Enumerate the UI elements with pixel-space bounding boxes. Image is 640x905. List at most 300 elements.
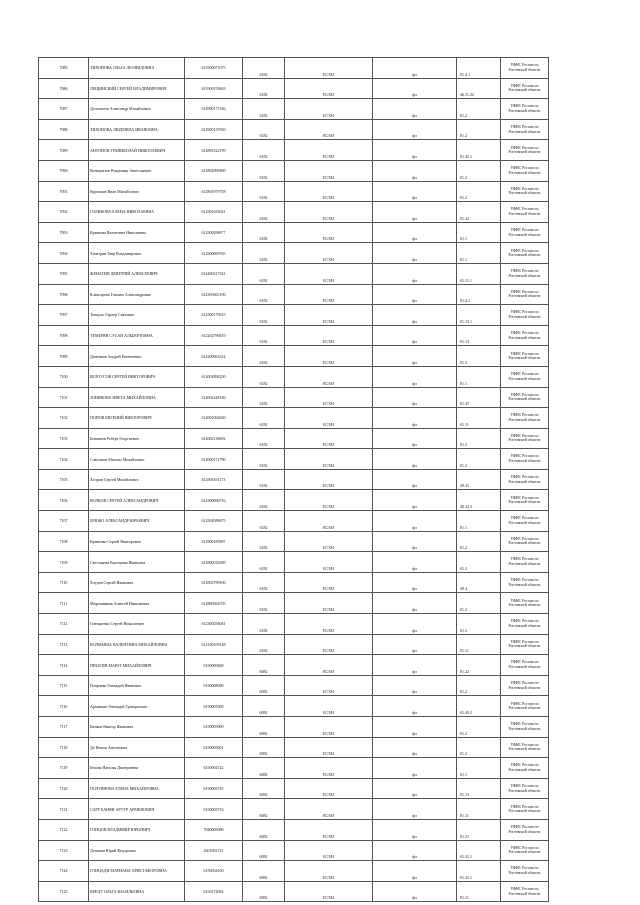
registry-table <box>38 57 549 902</box>
tax-office-code: 6182 <box>243 263 285 284</box>
table-row <box>39 778 549 799</box>
taxpayer-inn: 612400317331 <box>185 263 243 284</box>
row-number: 7094 <box>39 243 89 264</box>
taxpayer-type: фл <box>373 861 457 882</box>
row-number: 7093 <box>39 222 89 243</box>
tax-regime: ЕСХН <box>285 778 373 799</box>
taxpayer-name: Мирошников Алексей Николаевич <box>89 593 185 614</box>
taxpayer-inn: 6150003745 <box>185 778 243 799</box>
tax-authority: УФНС России по Ростовской области <box>501 717 549 738</box>
taxpayer-name: АНТОНОВ ГРАНИКОЛАЙ НИКОЛАЕВИЧ <box>89 140 185 161</box>
row-number: 7106 <box>39 490 89 511</box>
taxpayer-name: ТЕМЕРЯН СУСАН АЛЬБЕРТОВНА <box>89 325 185 346</box>
tax-authority: УФНС России по Ростовской области <box>501 840 549 861</box>
activity-code: 01.41.1 <box>457 861 501 882</box>
taxpayer-name: ЗОНИКОВА ИВЕТА МИХАЙЛОВНА <box>89 387 185 408</box>
taxpayer-name: Клаксарова Татьяна Александровна <box>89 284 185 305</box>
tax-regime: ЕСХН <box>285 531 373 552</box>
tax-office-code: 6182 <box>243 387 285 408</box>
tax-authority: УФНС России по Ростовской области <box>501 552 549 573</box>
taxpayer-inn: 612300179615 <box>185 305 243 326</box>
taxpayer-name: Гончаренко Сергей Николаевич <box>89 614 185 635</box>
taxpayer-inn: 612891522199 <box>185 140 243 161</box>
row-number: 7108 <box>39 531 89 552</box>
row-number: 7096 <box>39 284 89 305</box>
taxpayer-type: фл <box>373 284 457 305</box>
taxpayer-inn: 612100109148 <box>185 634 243 655</box>
taxpayer-type: фл <box>373 469 457 490</box>
tax-authority: УФНС России по Ростовской области <box>501 469 549 490</box>
tax-office-code: 6182 <box>243 346 285 367</box>
tax-office-code: 6182 <box>243 181 285 202</box>
tax-office-code: 6082 <box>243 819 285 840</box>
tax-authority: УФНС России по Ростовской области <box>501 490 549 511</box>
taxpayer-type: фл <box>373 799 457 820</box>
table-row <box>39 58 549 79</box>
taxpayer-name: Топцоло Гарлер Святович <box>89 305 185 326</box>
tax-authority: УФНС России по Ростовской области <box>501 58 549 79</box>
tax-regime: ЕСХН <box>285 119 373 140</box>
taxpayer-inn: 6150004722 <box>185 758 243 779</box>
tax-authority: УФНС России по Ростовской области <box>501 696 549 717</box>
taxpayer-name: Холрин Сергей Михайлович <box>89 469 185 490</box>
activity-code: 01.3 <box>457 346 501 367</box>
row-number: 7112 <box>39 614 89 635</box>
taxpayer-name: Деменков Андрей Евгеньевич <box>89 346 185 367</box>
taxpayer-name: Слюсанов Михаил Михайлович <box>89 449 185 470</box>
taxpayer-inn: 613500671075 <box>185 58 243 79</box>
taxpayer-name: Бекмачев Роберт Георгиевич <box>89 428 185 449</box>
table-row <box>39 284 549 305</box>
table-row <box>39 634 549 655</box>
tax-regime: ЕСХН <box>285 490 373 511</box>
taxpayer-type: фл <box>373 552 457 573</box>
table-row <box>39 181 549 202</box>
activity-code: 01.4.1 <box>457 284 501 305</box>
row-number: 7118 <box>39 737 89 758</box>
taxpayer-type: фл <box>373 366 457 387</box>
table-row <box>39 593 549 614</box>
table-row <box>39 614 549 635</box>
tax-regime: ЕСХН <box>285 511 373 532</box>
tax-office-code: 6182 <box>243 634 285 655</box>
taxpayer-inn: 612900137650 <box>185 119 243 140</box>
row-number: 7101 <box>39 387 89 408</box>
activity-code: 01.2 <box>457 119 501 140</box>
tax-office-code: 6082 <box>243 696 285 717</box>
row-number: 7092 <box>39 202 89 223</box>
tax-office-code: 6182 <box>243 408 285 429</box>
tax-authority: УФНС России по Ростовской области <box>501 305 549 326</box>
taxpayer-name: Хачатрян Тавр Владимирович <box>89 243 185 264</box>
table-row <box>39 99 549 120</box>
taxpayer-inn: 612002248140 <box>185 387 243 408</box>
tax-regime: ЕСХН <box>285 593 373 614</box>
taxpayer-type: фл <box>373 99 457 120</box>
taxpayer-type: фл <box>373 449 457 470</box>
activity-code: 01.2 <box>457 531 501 552</box>
taxpayer-type: фл <box>373 572 457 593</box>
tax-regime: ЕСХН <box>285 428 373 449</box>
tax-authority: УФНС России по Ростовской области <box>501 78 549 99</box>
tax-regime: ЕСХН <box>285 284 373 305</box>
taxpayer-type: фл <box>373 614 457 635</box>
row-number: 7085 <box>39 58 89 79</box>
document-sheet <box>38 57 548 902</box>
tax-authority: УФНС России по Ростовской области <box>501 819 549 840</box>
tax-regime: ЕСХН <box>285 614 373 635</box>
tax-office-code: 6082 <box>243 840 285 861</box>
tax-regime: ЕСХН <box>285 222 373 243</box>
activity-code: 01.2 <box>457 614 501 635</box>
tax-regime: ЕСХН <box>285 99 373 120</box>
taxpayer-inn: 612500099765 <box>185 243 243 264</box>
taxpayer-name: Долгошеев Александр Михайлович <box>89 99 185 120</box>
taxpayer-inn: 612002894250 <box>185 366 243 387</box>
tax-regime: ЕСХН <box>285 263 373 284</box>
tax-office-code: 6182 <box>243 202 285 223</box>
taxpayer-inn: 6150005001 <box>185 737 243 758</box>
tax-regime: ЕСХН <box>285 552 373 573</box>
activity-code: 01.13.1 <box>457 305 501 326</box>
activity-code: 01.1 <box>457 758 501 779</box>
row-number: 7089 <box>39 140 89 161</box>
tax-regime: ЕСХН <box>285 881 373 902</box>
tax-office-code: 6182 <box>243 305 285 326</box>
activity-code: 01.21 <box>457 819 501 840</box>
tax-regime: ЕСХН <box>285 861 373 882</box>
tax-regime: ЕСХН <box>285 160 373 181</box>
row-number: 7109 <box>39 552 89 573</box>
taxpayer-type: фл <box>373 593 457 614</box>
tax-office-code: 6182 <box>243 531 285 552</box>
taxpayer-inn: 612305665196 <box>185 284 243 305</box>
taxpayer-type: фл <box>373 78 457 99</box>
tax-office-code: 6182 <box>243 511 285 532</box>
taxpayer-type: фл <box>373 408 457 429</box>
taxpayer-name: Кривенко Сергей Викторович <box>89 531 185 552</box>
taxpayer-inn: 612300096716 <box>185 490 243 511</box>
tax-regime: ЕСХН <box>285 366 373 387</box>
activity-code: 01.2 <box>457 552 501 573</box>
activity-code: 01.1 <box>457 243 501 264</box>
row-number: 7119 <box>39 758 89 779</box>
tax-authority: УФНС России по Ростовской области <box>501 263 549 284</box>
taxpayer-type: фл <box>373 305 457 326</box>
tax-authority: УФНС России по Ростовской области <box>501 181 549 202</box>
taxpayer-name: Хлудов Сергей Иванович <box>89 572 185 593</box>
tax-office-code: 6182 <box>243 119 285 140</box>
taxpayer-name: Бекова Наталья Дмитриевна <box>89 758 185 779</box>
taxpayer-name: БРЮКО АЛЕКСАНДР ЮРЬЕВИЧ <box>89 511 185 532</box>
table-row <box>39 325 549 346</box>
taxpayer-inn: 612200963314 <box>185 346 243 367</box>
tax-office-code: 6182 <box>243 552 285 573</box>
tax-authority: УФНС России по Ростовской области <box>501 737 549 758</box>
tax-regime: ЕСХН <box>285 717 373 738</box>
tax-office-code: 6182 <box>243 428 285 449</box>
tax-regime: ЕСХН <box>285 58 373 79</box>
taxpayer-inn: 612000172790 <box>185 449 243 470</box>
tax-regime: ЕСХН <box>285 819 373 840</box>
tax-office-code: 6082 <box>243 861 285 882</box>
table-row <box>39 346 549 367</box>
activity-code: 01.4.1 <box>457 58 501 79</box>
tax-regime: ЕСХН <box>285 655 373 676</box>
taxpayer-type: фл <box>373 717 457 738</box>
registry-rows <box>39 58 549 902</box>
table-row <box>39 696 549 717</box>
taxpayer-type: фл <box>373 243 457 264</box>
tax-authority: УФНС России по Ростовской области <box>501 160 549 181</box>
tax-regime: ЕСХН <box>285 449 373 470</box>
row-number: 7123 <box>39 840 89 861</box>
taxpayer-name: Венедиктов Владимир Анатольевич <box>89 160 185 181</box>
table-row <box>39 490 549 511</box>
tax-authority: УФНС России по Ростовской области <box>501 572 549 593</box>
table-row <box>39 572 549 593</box>
tax-office-code: 6082 <box>243 655 285 676</box>
table-row <box>39 119 549 140</box>
tax-office-code: 6082 <box>243 881 285 902</box>
taxpayer-inn: 612801979758 <box>185 181 243 202</box>
table-row <box>39 552 549 573</box>
table-row <box>39 758 549 779</box>
tax-office-code: 6082 <box>243 778 285 799</box>
taxpayer-type: фл <box>373 511 457 532</box>
taxpayer-type: фл <box>373 387 457 408</box>
table-row <box>39 675 549 696</box>
tax-office-code: 6082 <box>243 675 285 696</box>
row-number: 7122 <box>39 819 89 840</box>
table-row <box>39 263 549 284</box>
taxpayer-inn: 612001631173 <box>185 469 243 490</box>
row-number: 7124 <box>39 861 89 882</box>
tax-authority: УФНС России по Ростовской области <box>501 387 549 408</box>
taxpayer-type: фл <box>373 181 457 202</box>
taxpayer-name: ТИХОНОВА ЛЮДМИЛА ИВАНОВНА <box>89 119 185 140</box>
taxpayer-inn: 612900171346 <box>185 99 243 120</box>
tax-regime: ЕСХН <box>285 140 373 161</box>
taxpayer-type: фл <box>373 758 457 779</box>
activity-code: 01.11.1 <box>457 263 501 284</box>
tax-authority: УФНС России по Ростовской области <box>501 634 549 655</box>
tax-regime: ЕСХН <box>285 78 373 99</box>
tax-office-code: 6182 <box>243 160 285 181</box>
row-number: 7087 <box>39 99 89 120</box>
tax-regime: ЕСХН <box>285 758 373 779</box>
tax-authority: УФНС России по Ростовской области <box>501 140 549 161</box>
activity-code: 01.1 <box>457 511 501 532</box>
row-number: 7113 <box>39 634 89 655</box>
row-number: 7098 <box>39 325 89 346</box>
table-row <box>39 511 549 532</box>
tax-regime: ЕСХН <box>285 243 373 264</box>
tax-office-code: 6182 <box>243 449 285 470</box>
tax-office-code: 6182 <box>243 572 285 593</box>
taxpayer-type: фл <box>373 263 457 284</box>
activity-code: 01.11 <box>457 881 501 902</box>
tax-authority: УФНС России по Ростовской области <box>501 325 549 346</box>
taxpayer-name: ПОЛУЯНОВА ЕЛЕНА МИХАЙЛОВНА <box>89 778 185 799</box>
tax-authority: УФНС России по Ростовской области <box>501 655 549 676</box>
taxpayer-name: Поправко Геннадий Иванович <box>89 675 185 696</box>
row-number: 7110 <box>39 572 89 593</box>
tax-authority: УФНС России по Ростовской области <box>501 284 549 305</box>
taxpayer-inn: 6150003716 <box>185 799 243 820</box>
taxpayer-type: фл <box>373 58 457 79</box>
activity-code: 01.2 <box>457 593 501 614</box>
taxpayer-name: ЛЕЩИНСКИЙ СЕРГЕЙ ВЛАДИМИРОВИЧ <box>89 78 185 99</box>
tax-office-code: 6182 <box>243 325 285 346</box>
row-number: 7104 <box>39 449 89 470</box>
taxpayer-name: Курочкин Иван Михайлович <box>89 181 185 202</box>
activity-code: 01.42 <box>457 202 501 223</box>
activity-code: 01.41.1 <box>457 840 501 861</box>
activity-code: 01.47 <box>457 387 501 408</box>
tax-office-code: 6182 <box>243 243 285 264</box>
row-number: 7099 <box>39 346 89 367</box>
taxpayer-inn: 612300256041 <box>185 614 243 635</box>
activity-code: 01.11 <box>457 634 501 655</box>
row-number: 7107 <box>39 511 89 532</box>
tax-authority: УФНС России по Ростовской области <box>501 511 549 532</box>
activity-code: 01.1 <box>457 366 501 387</box>
tax-authority: УФНС России по Ростовской области <box>501 119 549 140</box>
taxpayer-type: фл <box>373 160 457 181</box>
row-number: 7120 <box>39 778 89 799</box>
taxpayer-inn: 612202796819 <box>185 325 243 346</box>
row-number: 7116 <box>39 696 89 717</box>
taxpayer-name: Светлакова Екатерина Ивановна <box>89 552 185 573</box>
table-row <box>39 655 549 676</box>
taxpayer-inn: 613500159463 <box>185 78 243 99</box>
row-number: 7097 <box>39 305 89 326</box>
tax-regime: ЕСХН <box>285 305 373 326</box>
tax-authority: УФНС России по Ростовской области <box>501 881 549 902</box>
row-number: 7090 <box>39 160 89 181</box>
row-number: 7088 <box>39 119 89 140</box>
tax-office-code: 6182 <box>243 222 285 243</box>
table-row <box>39 799 549 820</box>
activity-code: 46.32.3 <box>457 490 501 511</box>
taxpayer-type: фл <box>373 881 457 902</box>
row-number: 7095 <box>39 263 89 284</box>
tax-office-code: 6182 <box>243 99 285 120</box>
taxpayer-inn: 612504589675 <box>185 511 243 532</box>
activity-code: 01.45.1 <box>457 140 501 161</box>
tax-authority: УФНС России по Ростовской области <box>501 758 549 779</box>
taxpayer-inn: 612802095800 <box>185 160 243 181</box>
taxpayer-type: фл <box>373 840 457 861</box>
taxpayer-type: фл <box>373 696 457 717</box>
tax-regime: ЕСХН <box>285 346 373 367</box>
tax-office-code: 6182 <box>243 366 285 387</box>
row-number: 7091 <box>39 181 89 202</box>
taxpayer-inn: 2601902721 <box>185 840 243 861</box>
row-number: 7117 <box>39 717 89 738</box>
tax-authority: УФНС России по Ростовской области <box>501 202 549 223</box>
taxpayer-name: Лунькин Юрий Федорович <box>89 840 185 861</box>
taxpayer-name: ВОЛКОВ СЕРГЕЙ АЛЕКСАНДРОВИЧ <box>89 490 185 511</box>
tax-regime: ЕСХН <box>285 634 373 655</box>
taxpayer-name: ПОПОВ ЕВГЕНИЙ ВИКТОРОВИЧ <box>89 408 185 429</box>
tax-office-code: 6182 <box>243 140 285 161</box>
taxpayer-inn: 6150009460 <box>185 655 243 676</box>
tax-regime: ЕСХН <box>285 840 373 861</box>
activity-code: 01.2 <box>457 675 501 696</box>
activity-code: 01.13 <box>457 778 501 799</box>
taxpayer-type: фл <box>373 202 457 223</box>
tax-office-code: 6182 <box>243 490 285 511</box>
row-number: 7111 <box>39 593 89 614</box>
table-row <box>39 222 549 243</box>
taxpayer-type: фл <box>373 778 457 799</box>
taxpayer-inn: 6150034100 <box>185 861 243 882</box>
tax-office-code: 6182 <box>243 284 285 305</box>
tax-office-code: 6182 <box>243 469 285 490</box>
row-number: 7114 <box>39 655 89 676</box>
taxpayer-type: фл <box>373 819 457 840</box>
table-row <box>39 737 549 758</box>
table-row <box>39 387 549 408</box>
row-number: 7100 <box>39 366 89 387</box>
taxpayer-inn: 6150008690 <box>185 675 243 696</box>
tax-authority: УФНС России по Ростовской области <box>501 408 549 429</box>
tax-regime: ЕСХН <box>285 469 373 490</box>
activity-code: 01.2 <box>457 717 501 738</box>
tax-office-code: 6082 <box>243 799 285 820</box>
taxpayer-type: фл <box>373 634 457 655</box>
tax-authority: УФНС России по Ростовской области <box>501 531 549 552</box>
taxpayer-inn: 7040005080 <box>185 819 243 840</box>
row-number: 7102 <box>39 408 89 429</box>
taxpayer-name: ГОЛИКОВА ЕЛЕНА НИКОЛАЕВНА <box>89 202 185 223</box>
activity-code: 01.13 <box>457 325 501 346</box>
row-number: 7115 <box>39 675 89 696</box>
taxpayer-inn: 612001064630 <box>185 408 243 429</box>
taxpayer-name: ГОНЦОВ ВЛАДИМИР ЮРЬЕВИЧ <box>89 819 185 840</box>
taxpayer-name: ГОНЦАДИ МАРИАНА ХРИСТАФОРОВНА <box>89 861 185 882</box>
tax-authority: УФНС России по Ростовской области <box>501 593 549 614</box>
row-number: 7103 <box>39 428 89 449</box>
table-row <box>39 449 549 470</box>
table-row <box>39 160 549 181</box>
taxpayer-inn: 612900183907 <box>185 531 243 552</box>
table-row <box>39 428 549 449</box>
taxpayer-name: Де Невеш Антонович <box>89 737 185 758</box>
taxpayer-inn: 612900534389 <box>185 552 243 573</box>
activity-code: 01.49.2 <box>457 696 501 717</box>
tax-authority: УФНС России по Ростовской области <box>501 222 549 243</box>
table-row <box>39 408 549 429</box>
tax-office-code: 6082 <box>243 737 285 758</box>
table-row <box>39 861 549 882</box>
table-row <box>39 840 549 861</box>
tax-office-code: 6082 <box>243 717 285 738</box>
taxpayer-inn: 612002136692 <box>185 428 243 449</box>
taxpayer-type: фл <box>373 140 457 161</box>
table-row <box>39 469 549 490</box>
tax-regime: ЕСХН <box>285 675 373 696</box>
taxpayer-inn: 612902799106 <box>185 572 243 593</box>
taxpayer-inn: 612501633021 <box>185 202 243 223</box>
taxpayer-type: фл <box>373 655 457 676</box>
taxpayer-inn: 6150007609 <box>185 696 243 717</box>
activity-code: 01.2 <box>457 99 501 120</box>
tax-regime: ЕСХН <box>285 325 373 346</box>
taxpayer-name: КРЕЦУ ОЛЬГА ВАСИЛЬЕВНА <box>89 881 185 902</box>
